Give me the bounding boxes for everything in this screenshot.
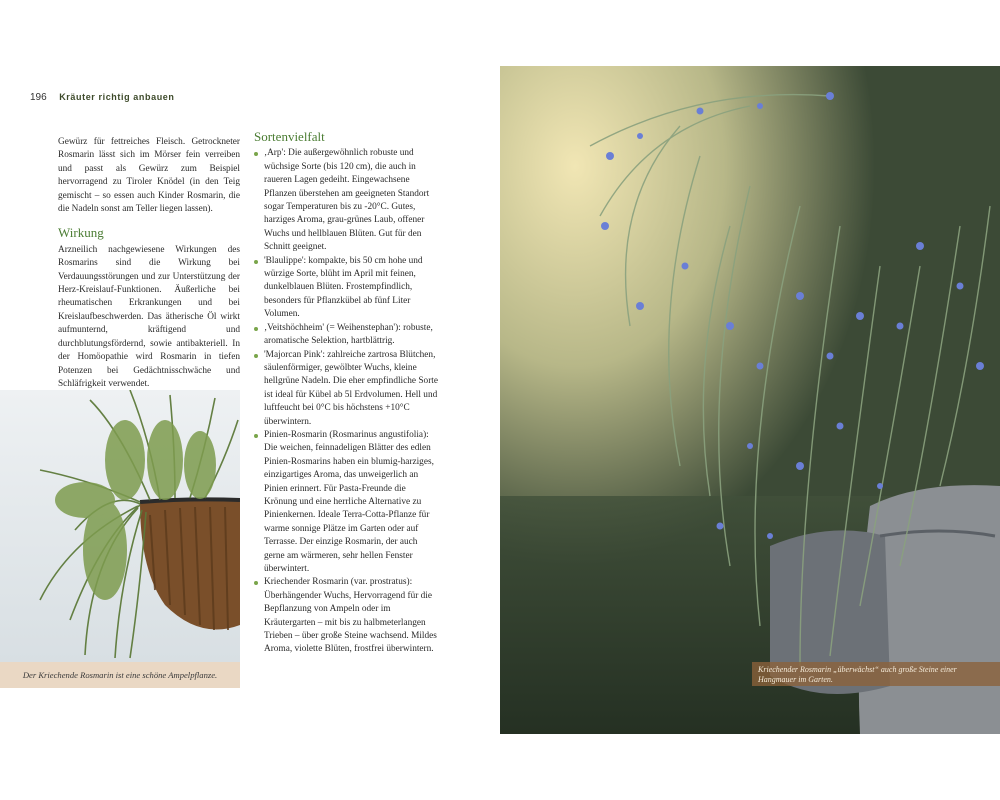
hanging-basket-photo <box>0 390 240 688</box>
wirkung-paragraph: Arzneilich nachgewiesene Wirkungen des Rosmarins sind die Wirkung bei Verdauungsstörungen und zur Unterstützung der Herz-Kreislauf-Funktionen. Äußerliche bei rheumatischen Erkrankungen und bei Kreislaufbeschwerden. Das ätherische Öl wirkt aufmunternd, kräftigend und durchblutungsfördernd, sowie antibakteriell. In der Homöopathie wird Rosmarin in tiefen Potenzen bei Gedächtnisschwäche und Schläfrigkeit verwendet. <box>58 244 240 389</box>
right-text-column <box>254 130 438 657</box>
left-photo-caption: Der Kriechende Rosmarin ist eine schöne Ampelpflanze. <box>0 662 240 688</box>
variety-item: 'Majorcan Pink': zahlreiche zartrosa Blütchen, säulenförmiger, gewölbter Wuchs, kleine hellgrüne Nadeln. Die eher empfindliche Sorte ist ideal für Kübel ab 5l Erdvolumen. Hell und luftfeucht bei 0°C bis höchstens +10°C überwintern. <box>254 349 438 429</box>
variety-item: Kriechender Rosmarin (var. prostratus): Überhängender Wuchs, Hervorragend für die Bepflanzung von Ampeln oder im Kräutergarten – mit bis zu halbmeterlangen Trieben – über große Steine wachsend. Mildes Aroma, violette Blüten, frostfrei überwintern. <box>254 576 438 656</box>
section-heading-sortenvielfalt: Sortenvielfalt <box>254 129 325 144</box>
variety-item: 'Blaulippe': kompakte, bis 50 cm hohe und würzige Sorte, blüht im April mit feinen, dunkelblauen Blüten. Frostempfindlich, besonders für Pflanzkübel ab fünf Liter Volumen. <box>254 255 438 322</box>
variety-item: ‚Veitshöchheim' (= Weihenstephan'): robuste, aromatische Selektion, hartblättrig. <box>254 322 438 349</box>
variety-item: Pinien-Rosmarin (Rosmarinus angustifolia): Die weichen, feinnadeligen Blätter des edlen Pinien-Rosmarins haben ein blumig-harziges, einzigartiges Aroma, das unweigerlich an Pinien erinnert. Für Pasta-Freunde die Krönung und eine herrliche Alternative zu Pinienkernen. Ideale Terra-Cotta-Pflanze für warme sonnige Plätze im Garten oder auf Terrasse. Der einzige Rosmarin, der auch gerne am wärmeren, sehr hellen Fenster überwintert. <box>254 429 438 576</box>
variety-list <box>254 147 438 656</box>
right-photo-caption: Kriechender Rosmarin „überwächst“ auch große Steine einer Hangmauer im Garten. <box>752 662 1000 686</box>
left-text-column <box>58 136 240 391</box>
page-header <box>30 92 175 103</box>
variety-item: ‚Arp': Die außergewöhnlich robuste und wüchsige Sorte (bis 120 cm), die auch in rauеren Lagen gedeiht. Eingewachsene Pflanzen überstehen am geeigneten Standort sogar Temperaturen bis zu -20°C. Gutes, harziges Aroma, grau-grünes Laub, offener Wuchs und hellblauen Blüten. Gut für den Schnitt geeignet. <box>254 147 438 254</box>
page-number: 196 <box>30 92 47 103</box>
running-title: Kräuter richtig anbauen <box>59 92 175 102</box>
intro-paragraph: Gewürz für fettreiches Fleisch. Getrockneter Rosmarin lässt sich im Mörser fein verreiben und passt als Gewürz zum Beispiel hervorragend zu Tiroler Knödel (in den Teig gemischt – so essen auch Kinder Rosmarin, die die Nadeln sonst am Teller liegen lassen). <box>58 137 240 215</box>
creeping-rosemary-photo <box>500 66 1000 734</box>
section-heading-wirkung: Wirkung <box>58 225 104 241</box>
